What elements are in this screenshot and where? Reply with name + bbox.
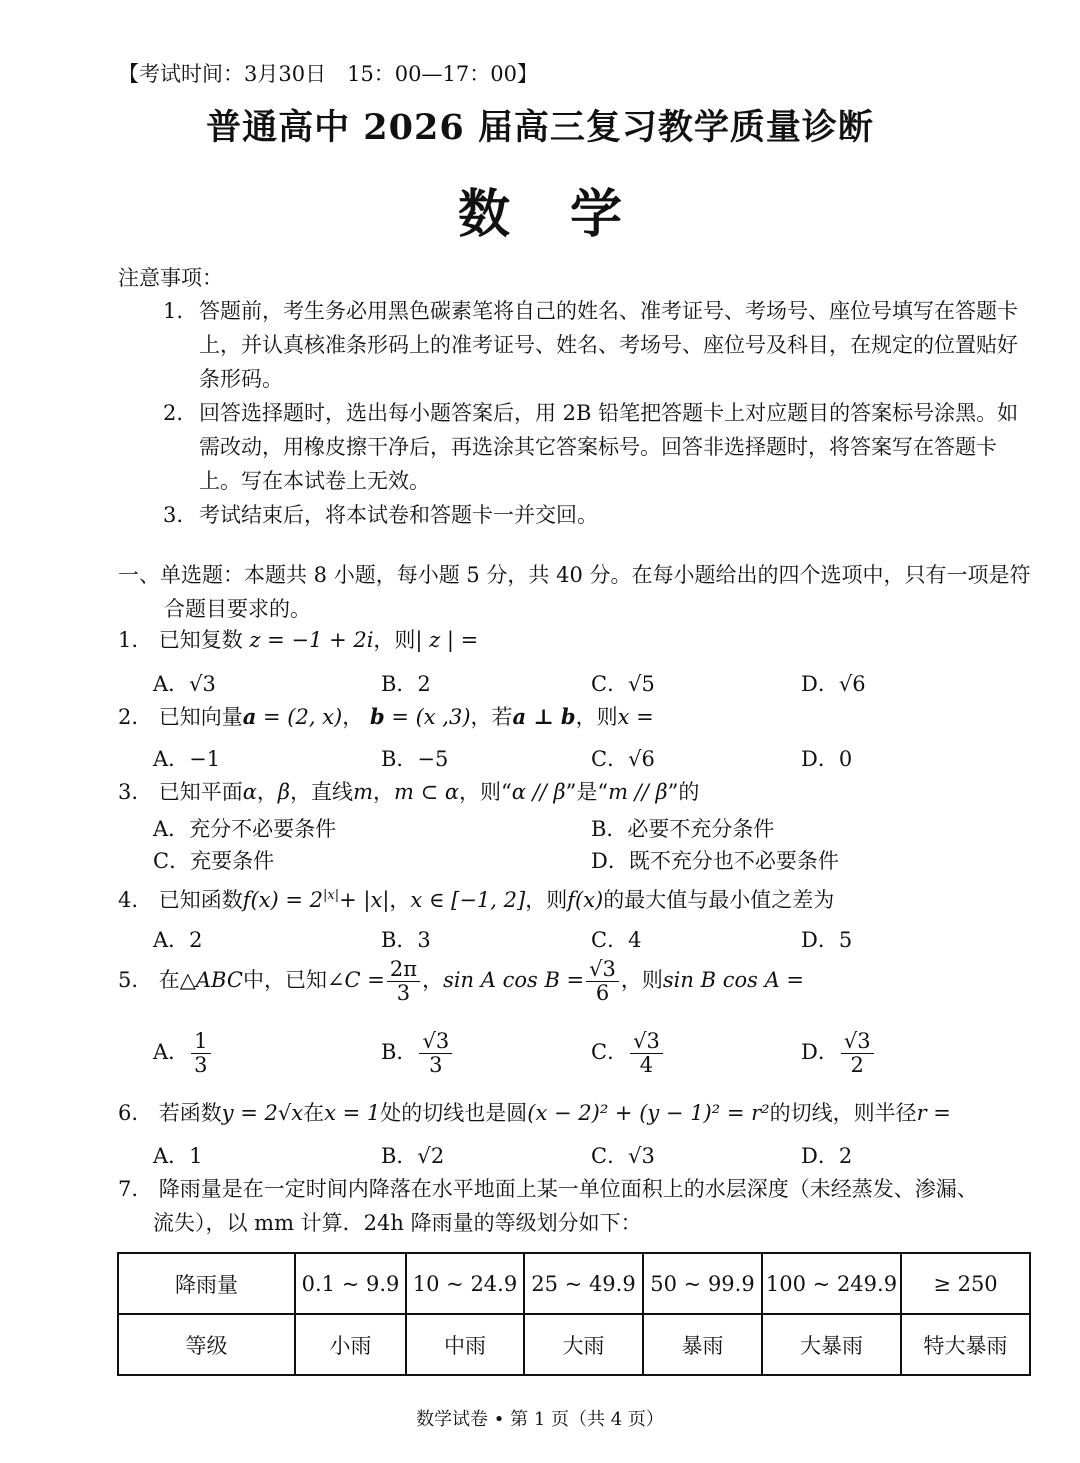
question-text: ，则 (575, 705, 618, 729)
table-cell: 中雨 (406, 1314, 524, 1375)
math-expr: z = −1 + 2i (249, 628, 374, 652)
question-text: ”是“ (565, 780, 609, 804)
q5-option-c (591, 1030, 665, 1077)
question-text: ，则 (620, 968, 663, 993)
math-expr: r = (916, 1101, 951, 1125)
question-1 (118, 624, 478, 654)
fraction (387, 958, 420, 1005)
question-text: ， (256, 780, 278, 804)
table-row (118, 1253, 1030, 1314)
question-text: ， (422, 968, 444, 993)
q2-option-a: A．−1 (153, 747, 221, 771)
question-text: 在 (303, 1101, 325, 1125)
q6-option-d: D．2 (801, 1144, 853, 1168)
table-cell: 25 ~ 49.9 (524, 1253, 643, 1314)
table-cell: 10 ~ 24.9 (406, 1253, 524, 1314)
question-text: 处的切线也是圆 (380, 1101, 528, 1125)
page-footer: 数学试卷 • 第 1 页（共 4 页） (416, 1409, 664, 1430)
math-expr: f(x) = 2 (242, 888, 324, 912)
question-text: ， (342, 705, 364, 729)
question-text: ”的 (667, 780, 700, 804)
math-expr: sin A cos B = (443, 968, 585, 993)
question-5 (118, 958, 804, 1005)
math-sup: |x| (323, 888, 340, 903)
table-row (118, 1314, 1030, 1375)
fraction-denominator: 3 (429, 1053, 443, 1078)
option-label: B． (381, 1040, 418, 1065)
question-num: 2. (118, 705, 139, 729)
q5-option-b (381, 1030, 454, 1077)
question-text: 在△ (158, 968, 196, 993)
math-expr: m (353, 780, 373, 804)
question-7 (118, 1173, 978, 1203)
fraction-numerator: √3 (841, 1030, 874, 1054)
question-text: ，则 (525, 888, 568, 912)
q1-option-d: D．√6 (801, 672, 866, 696)
math-expr: f(x) (567, 888, 604, 912)
question-num: 4. (118, 888, 139, 912)
notice-num: 3. (163, 503, 184, 527)
vector-a: a (242, 704, 257, 729)
question-num: 1. (118, 628, 139, 652)
fraction-numerator: √3 (586, 958, 619, 982)
math-expr: ABC (195, 968, 243, 993)
fraction (586, 958, 619, 1005)
q3-option-b: B．必要不充分条件 (591, 817, 775, 841)
fraction (841, 1030, 874, 1077)
fraction-denominator: 6 (595, 981, 610, 1006)
math-expr: m // β (608, 780, 668, 804)
question-text: ，若 (470, 705, 513, 729)
question-2 (118, 701, 654, 731)
notice-item (163, 294, 1033, 396)
q5-option-a (153, 1030, 213, 1077)
math-expr: + |x| (339, 888, 390, 912)
notice-item (163, 396, 1033, 498)
q4-option-a: A．2 (153, 928, 203, 952)
notice-text: 回答选择题时，选出每小题答案后，用 2B 铅笔把答题卡上对应题目的答案标号涂黑。如需改动，用橡皮擦干净后，再选涂其它答案标号。回答非选择题时，将答案写在答题卡上。写在本试卷上无效。 (199, 401, 1019, 493)
q3-option-a: A．充分不必要条件 (153, 817, 337, 841)
question-num: 7. (118, 1177, 139, 1201)
option-label: C． (591, 1040, 629, 1065)
math-expr: ∠C = (326, 968, 385, 993)
math-expr: α (242, 780, 257, 804)
q2-option-b: B．−5 (381, 747, 449, 771)
table-cell: 特大暴雨 (901, 1314, 1030, 1375)
question-text: 已知复数 (158, 628, 243, 652)
section-heading-text: 一、单选题：本题共 8 小题，每小题 5 分，共 40 分。在每小题给出的四个选项中，只有一项是符合题目要求的。 (118, 563, 1031, 621)
math-expr: x = 1 (324, 1101, 381, 1125)
fraction-denominator: 3 (194, 1053, 208, 1078)
question-num: 6. (118, 1101, 139, 1125)
question-text: ， (372, 780, 394, 804)
q1-option-a: A．√3 (153, 672, 216, 696)
math-expr: = (2, x) (263, 705, 343, 729)
question-4 (118, 884, 834, 914)
question-text: 中，已知 (242, 968, 327, 993)
math-expr: = (x ,3) (391, 705, 471, 729)
question-text: ，则“ (459, 780, 512, 804)
fraction (630, 1030, 663, 1077)
q6-option-b: B．√2 (381, 1144, 445, 1168)
question-text: 的最大值与最小值之差为 (603, 888, 835, 912)
table-cell: 暴雨 (643, 1314, 762, 1375)
question-text: ，直线 (290, 780, 354, 804)
q4-option-d: D．5 (801, 928, 853, 952)
exam-time: 【考试时间：3月30日 15：00—17：00】 (118, 62, 538, 86)
math-expr: m ⊂ α (393, 780, 460, 804)
question-text: 降雨量是在一定时间内降落在水平地面上某一单位面积上的水层深度（未经蒸发、渗漏、 (158, 1177, 978, 1201)
q4-option-c: C．4 (591, 928, 642, 952)
question-text: ，则 (373, 628, 416, 652)
q1-option-c: C．√5 (591, 672, 655, 696)
table-cell: 大暴雨 (762, 1314, 901, 1375)
fraction-numerator: 1 (191, 1030, 210, 1054)
fraction (191, 1030, 210, 1077)
table-cell: 大雨 (524, 1314, 643, 1375)
rainfall-table (117, 1252, 1031, 1376)
math-expr: y = 2√x (221, 1101, 304, 1125)
table-cell: 100 ~ 249.9 (762, 1253, 901, 1314)
section-heading (118, 558, 1033, 626)
fraction-numerator: 2π (387, 958, 420, 982)
table-cell: 0.1 ~ 9.9 (295, 1253, 406, 1314)
fraction-numerator: √3 (419, 1030, 452, 1054)
table-cell: 50 ~ 99.9 (643, 1253, 762, 1314)
question-text: 若函数 (158, 1101, 222, 1125)
q6-option-a: A．1 (153, 1144, 203, 1168)
q3-option-d: D．既不充分也不必要条件 (591, 849, 839, 873)
math-expr: β (277, 780, 291, 804)
q2-option-c: C．√6 (591, 747, 655, 771)
math-expr: | z | = (415, 628, 479, 652)
notice-text: 答题前，考生务必用黑色碳素笔将自己的姓名、准考证号、考场号、座位号填写在答题卡上，并认真核准条形码上的准考证号、姓名、考场号、座位号及科目，在规定的位置贴好条形码。 (199, 299, 1018, 391)
math-expr: x = (617, 705, 654, 729)
fraction-denominator: 4 (639, 1053, 654, 1078)
notice-item (163, 498, 1033, 532)
q3-option-c: C．充要条件 (153, 849, 275, 873)
question-num: 3. (118, 780, 139, 804)
table-cell: 小雨 (295, 1314, 406, 1375)
q4-option-b: B．3 (381, 928, 431, 952)
notice-num: 2. (163, 401, 184, 425)
table-cell: 等级 (118, 1314, 295, 1375)
math-expr: a ⊥ b (512, 704, 576, 729)
math-expr: α // β (511, 780, 566, 804)
question-text: 的切线，则半径 (769, 1101, 917, 1125)
question-text: 已知向量 (158, 705, 243, 729)
q1-option-b: B．2 (381, 672, 431, 696)
q5-option-d (801, 1030, 876, 1077)
question-6 (118, 1097, 951, 1127)
subject-title: 数学 (457, 184, 682, 245)
question-7-line2: 流失），以 mm 计算．24h 降雨量的等级划分如下： (153, 1211, 642, 1235)
math-expr: sin B cos A = (662, 968, 804, 993)
notice-heading: 注意事项： (118, 266, 223, 290)
question-num: 5. (118, 968, 139, 993)
q6-option-c: C．√3 (591, 1144, 655, 1168)
table-cell: ≥ 250 (901, 1253, 1030, 1314)
notice-num: 1. (163, 299, 184, 323)
question-text: ， (389, 888, 411, 912)
exam-title: 普通高中 2026 届高三复习教学质量诊断 (206, 107, 874, 148)
option-label: A． (153, 1040, 190, 1065)
fraction-numerator: √3 (630, 1030, 663, 1054)
notice-text: 考试结束后，将本试卷和答题卡一并交回。 (199, 503, 598, 527)
fraction (419, 1030, 452, 1077)
table-cell: 降雨量 (118, 1253, 295, 1314)
math-expr: x ∈ [−1, 2] (410, 888, 526, 912)
math-expr: (x − 2)² + (y − 1)² = r² (527, 1101, 770, 1125)
question-text: 已知平面 (158, 780, 243, 804)
fraction-denominator: 2 (850, 1053, 864, 1078)
fraction-denominator: 3 (396, 981, 411, 1006)
vector-b: b (369, 704, 385, 729)
q2-option-d: D．0 (801, 747, 853, 771)
question-text: 已知函数 (158, 888, 243, 912)
option-label: D． (801, 1040, 839, 1065)
question-3 (118, 776, 699, 806)
